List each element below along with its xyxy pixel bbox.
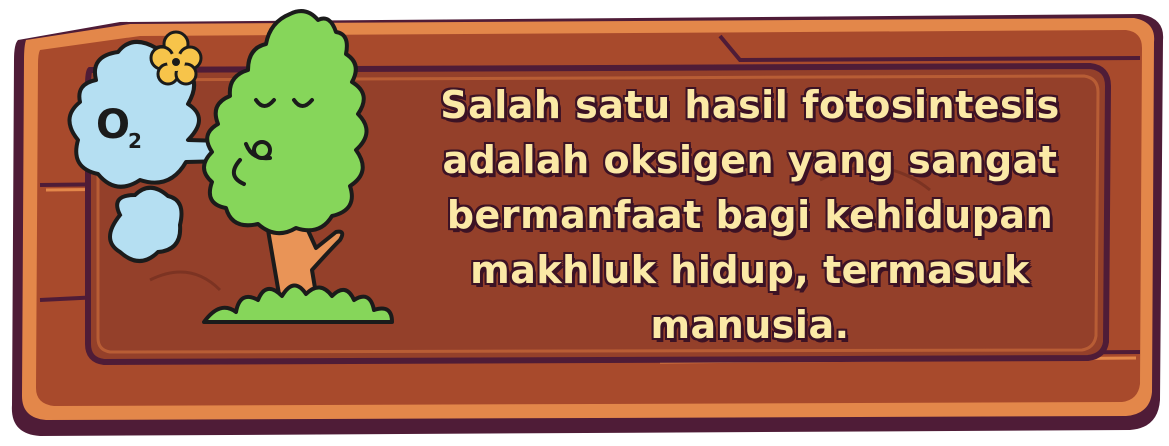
caption-line: makhluk hidup, termasuk: [470, 248, 1030, 292]
caption-line: bermanfaat bagi kehidupan: [446, 193, 1054, 237]
caption-line: manusia.: [650, 303, 850, 347]
photosynthesis-caption: [420, 78, 1080, 353]
caption-line: adalah oksigen yang sangat: [442, 138, 1058, 182]
tree-mouth: [254, 142, 270, 158]
oxygen-label-main: O: [96, 102, 131, 148]
oxygen-label-sub: 2: [128, 129, 142, 153]
small-cloud-icon: [110, 188, 182, 261]
caption-line: Salah satu hasil fotosintesis: [440, 83, 1060, 127]
